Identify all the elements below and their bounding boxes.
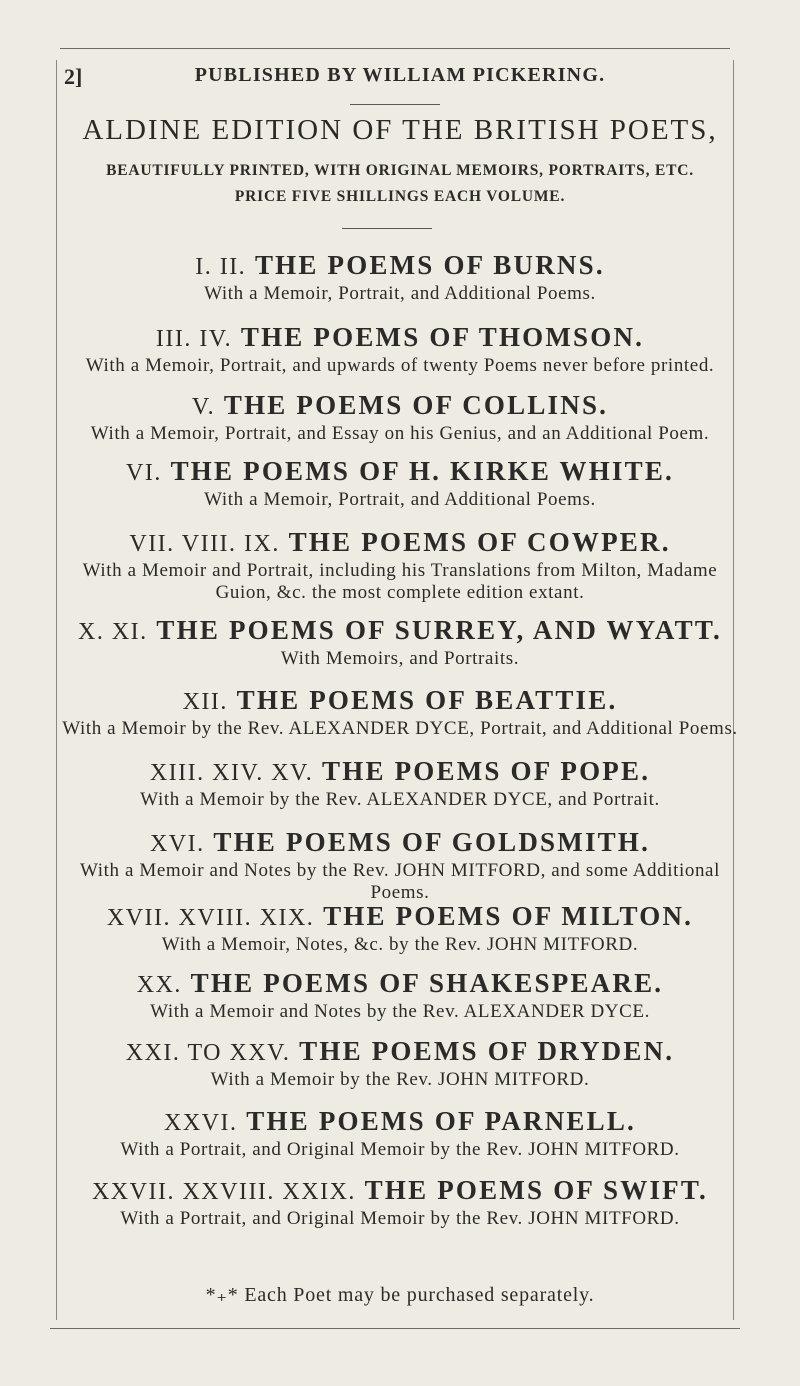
poet-title: THE POEMS OF COWPER. bbox=[288, 527, 671, 557]
entry-title bbox=[0, 390, 800, 421]
poet-entry bbox=[0, 615, 800, 670]
volume-numbers: X. XI. bbox=[78, 619, 148, 645]
poet-entry bbox=[0, 527, 800, 604]
edition-title: ALDINE EDITION OF THE BRITISH POETS, bbox=[82, 114, 718, 146]
poet-title: THE POEMS OF COLLINS. bbox=[223, 390, 609, 420]
entry-title bbox=[0, 250, 800, 281]
poet-entry bbox=[0, 685, 800, 740]
entry-description: With a Memoir, Notes, &c. by the Rev. JOHN MITFORD. bbox=[161, 934, 639, 955]
poet-entry bbox=[0, 250, 800, 305]
poet-title: THE POEMS OF DRYDEN. bbox=[299, 1036, 675, 1066]
entry-description: With a Memoir by the Rev. ALEXANDER DYCE, and Portrait. bbox=[140, 789, 660, 810]
poet-title: THE POEMS OF SWIFT. bbox=[364, 1175, 709, 1205]
entry-title bbox=[0, 1175, 800, 1206]
entry-title bbox=[0, 901, 800, 932]
volume-numbers: XXVII. XXVIII. XXIX. bbox=[91, 1179, 356, 1205]
divider-rule bbox=[342, 228, 432, 229]
entry-description: With a Portrait, and Original Memoir by the Rev. JOHN MITFORD. bbox=[120, 1208, 680, 1229]
entry-title bbox=[0, 322, 800, 353]
entry-description: With a Memoir, Portrait, and Additional Poems. bbox=[204, 489, 596, 510]
entry-title bbox=[0, 1036, 800, 1067]
poet-entry bbox=[0, 456, 800, 511]
entry-description: With Memoirs, and Portraits. bbox=[280, 648, 520, 669]
volume-numbers: XX. bbox=[136, 972, 182, 998]
poet-title: THE POEMS OF PARNELL. bbox=[246, 1106, 636, 1136]
poet-entry bbox=[0, 827, 800, 904]
top-rule bbox=[60, 48, 730, 49]
poet-entry bbox=[0, 322, 800, 377]
volume-numbers: XVII. XVIII. XIX. bbox=[106, 905, 315, 931]
entry-title bbox=[0, 968, 800, 999]
entry-title bbox=[0, 827, 800, 858]
poet-entry bbox=[0, 390, 800, 445]
volume-numbers: V. bbox=[191, 394, 216, 420]
volume-numbers: XVI. bbox=[149, 831, 205, 857]
entry-description: With a Memoir and Notes by the Rev. ALEXANDER DYCE. bbox=[150, 1001, 650, 1022]
entry-title bbox=[0, 1106, 800, 1137]
entry-title bbox=[0, 756, 800, 787]
poet-title: THE POEMS OF MILTON. bbox=[323, 901, 694, 931]
poet-title: THE POEMS OF SURREY, AND WYATT. bbox=[156, 615, 722, 645]
volume-numbers: XII. bbox=[182, 689, 228, 715]
entry-description: With a Memoir and Notes by the Rev. JOHN MITFORD, and some Additional Poems. bbox=[80, 860, 720, 903]
entry-title bbox=[0, 615, 800, 646]
entry-description: With a Portrait, and Original Memoir by the Rev. JOHN MITFORD. bbox=[120, 1139, 680, 1160]
poet-title: THE POEMS OF H. KIRKE WHITE. bbox=[170, 456, 674, 486]
poet-entry bbox=[0, 968, 800, 1023]
publisher-heading: PUBLISHED BY WILLIAM PICKERING. bbox=[194, 64, 606, 86]
volume-numbers: I. II. bbox=[195, 254, 247, 280]
entry-description: With a Memoir by the Rev. JOHN MITFORD. bbox=[210, 1069, 590, 1090]
volume-numbers: VII. VIII. IX. bbox=[129, 531, 280, 557]
entry-title bbox=[0, 527, 800, 558]
entry-description: With a Memoir, Portrait, and upwards of twenty Poems never before printed. bbox=[85, 355, 715, 376]
poet-entry bbox=[0, 1036, 800, 1091]
poet-title: THE POEMS OF THOMSON. bbox=[240, 322, 645, 352]
entry-description: With a Memoir by the Rev. ALEXANDER DYCE, Portrait, and Additional Poems. bbox=[62, 718, 738, 739]
entry-description: With a Memoir, Portrait, and Additional Poems. bbox=[204, 283, 596, 304]
poet-title: THE POEMS OF BURNS. bbox=[254, 250, 605, 280]
edition-price: PRICE FIVE SHILLINGS EACH VOLUME. bbox=[234, 188, 566, 205]
entry-description: With a Memoir and Portrait, including his Translations from Milton, Madame Guion, &c. the most complete edition extant. bbox=[82, 560, 718, 603]
footer-note: *₊* Each Poet may be purchased separately. bbox=[205, 1284, 595, 1306]
poet-entry bbox=[0, 901, 800, 956]
bottom-rule bbox=[50, 1328, 740, 1329]
poet-entry bbox=[0, 1175, 800, 1230]
poet-title: THE POEMS OF POPE. bbox=[322, 756, 651, 786]
poet-entry bbox=[0, 1106, 800, 1161]
poet-title: THE POEMS OF BEATTIE. bbox=[236, 685, 618, 715]
volume-numbers: VI. bbox=[126, 460, 162, 486]
volume-numbers: III. IV. bbox=[155, 326, 233, 352]
poet-title: THE POEMS OF GOLDSMITH. bbox=[213, 827, 651, 857]
volume-numbers: XXI. TO XXV. bbox=[125, 1040, 291, 1066]
volume-numbers: XXVI. bbox=[164, 1110, 238, 1136]
edition-subtitle: BEAUTIFULLY PRINTED, WITH ORIGINAL MEMOIRS, PORTRAITS, ETC. bbox=[106, 162, 694, 179]
poet-entry bbox=[0, 756, 800, 811]
page-number: 2] bbox=[64, 64, 83, 89]
entry-description: With a Memoir, Portrait, and Essay on his Genius, and an Additional Poem. bbox=[90, 423, 710, 444]
entry-title bbox=[0, 456, 800, 487]
poet-title: THE POEMS OF SHAKESPEARE. bbox=[190, 968, 664, 998]
volume-numbers: XIII. XIV. XV. bbox=[149, 760, 314, 786]
entry-title bbox=[0, 685, 800, 716]
divider-rule bbox=[350, 104, 440, 105]
